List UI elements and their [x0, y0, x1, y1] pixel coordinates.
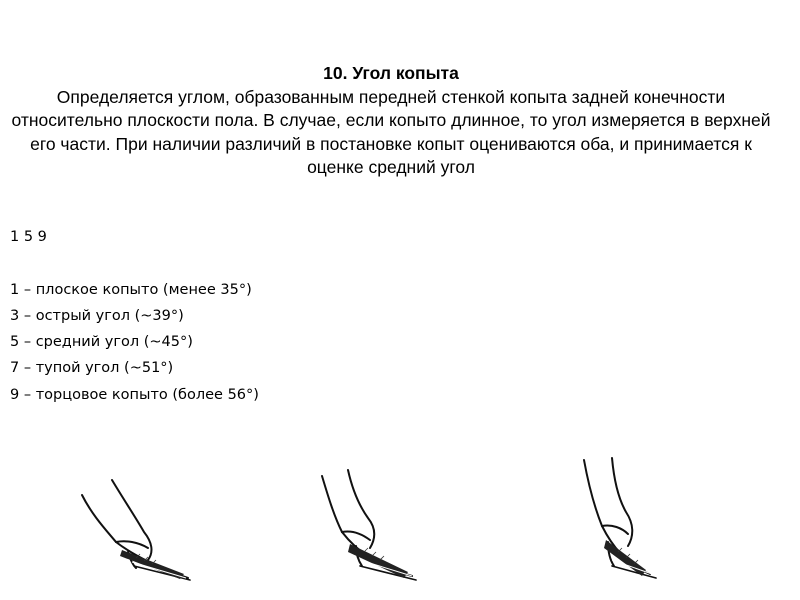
list-item-1: 1 – плоское копыто (менее 35°)	[10, 281, 252, 298]
list-item-9: 9 – торцовое копыто (более 56°)	[10, 386, 259, 403]
flat-hoof-drawing	[74, 470, 204, 590]
hoof-illustrations	[0, 440, 800, 600]
medium-hoof-drawing	[316, 468, 446, 590]
list-spacer	[10, 250, 510, 276]
list-item-3: 3 – острый угол (~39°)	[10, 307, 184, 324]
list-item-5: 5 – средний угол (~45°)	[10, 334, 193, 351]
steep-hoof-drawing	[578, 456, 688, 590]
slide-description: Определяется углом, образованным передней стенкой копыта задней конечности относительно плоскости пола. В случае, если копыто длинное, то угол измеряется в верхней его части. При наличии различий в постановке копыт оцениваются оба, и принимается к оценке средний угол	[11, 86, 771, 177]
list-item-7: 7 – тупой угол (~51°)	[10, 360, 174, 377]
scale-line: 1 5 9	[10, 229, 47, 245]
title-block	[6, 62, 776, 180]
scale-list	[10, 224, 510, 408]
slide-title: 10. Угол копыта	[323, 63, 459, 83]
